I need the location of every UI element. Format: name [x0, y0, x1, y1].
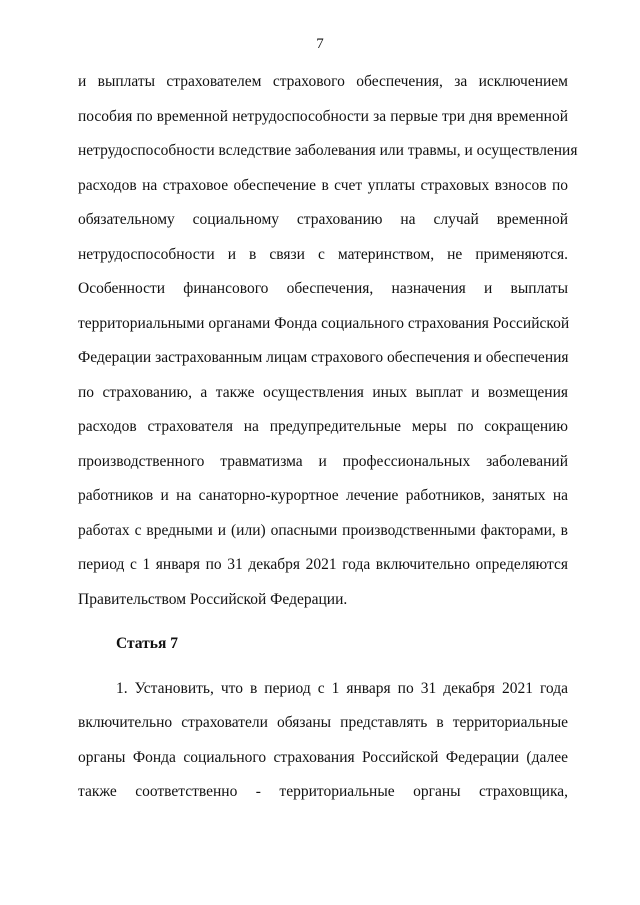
article-heading: Статья 7: [116, 635, 178, 652]
text-line: также соответственно - территориальные органы страховщика,: [78, 783, 568, 800]
text-line: производственного травматизма и профессиональных заболеваний: [78, 452, 568, 470]
text-line: пособия по временной нетрудоспособности за первые три дня временной: [78, 107, 568, 125]
text-line: Правительством Российской Федерации.: [78, 590, 348, 608]
text-line: органы Фонда социального страхования Российской Федерации (далее: [78, 748, 568, 766]
text-line: по страхованию, а также осуществления иных выплат и возмещения: [78, 383, 568, 401]
page-number: 7: [316, 36, 324, 52]
text-line: Особенности финансового обеспечения, назначения и выплаты: [78, 280, 568, 297]
text-line: нетрудоспособности вследствие заболевания или травмы, и осуществления: [78, 142, 578, 159]
text-line: расходов на страховое обеспечение в счет уплаты страховых взносов по: [78, 176, 568, 194]
text-line: 1. Установить, что в период с 1 января по 31 декабря 2021 года: [116, 679, 568, 697]
text-line: работах с вредными и (или) опасными производственными факторами, в: [78, 521, 568, 539]
article-paragraph: [78, 677, 568, 815]
text-line: территориальными органами Фонда социального страхования Российской: [78, 314, 570, 332]
text-line: нетрудоспособности и в связи с материнством, не применяются.: [78, 245, 568, 263]
text-line: Федерации застрахованным лицам страхового обеспечения и обеспечения: [78, 349, 569, 366]
text-line: работников и на санаторно-курортное лечение работников, занятых на: [78, 487, 568, 504]
text-line: расходов страхователя на предупредительные меры по сокращению: [78, 418, 568, 435]
document-body: [78, 70, 578, 815]
text-line: обязательному социальному страхованию на случай временной: [78, 211, 568, 228]
text-line: период с 1 января по 31 декабря 2021 года включительно определяются: [78, 556, 568, 573]
text-line: включительно страхователи обязаны представлять в территориальные: [78, 714, 568, 731]
text-line: и выплаты страхователем страхового обеспечения, за исключением: [78, 73, 568, 90]
paragraph-continuation: [78, 70, 578, 622]
